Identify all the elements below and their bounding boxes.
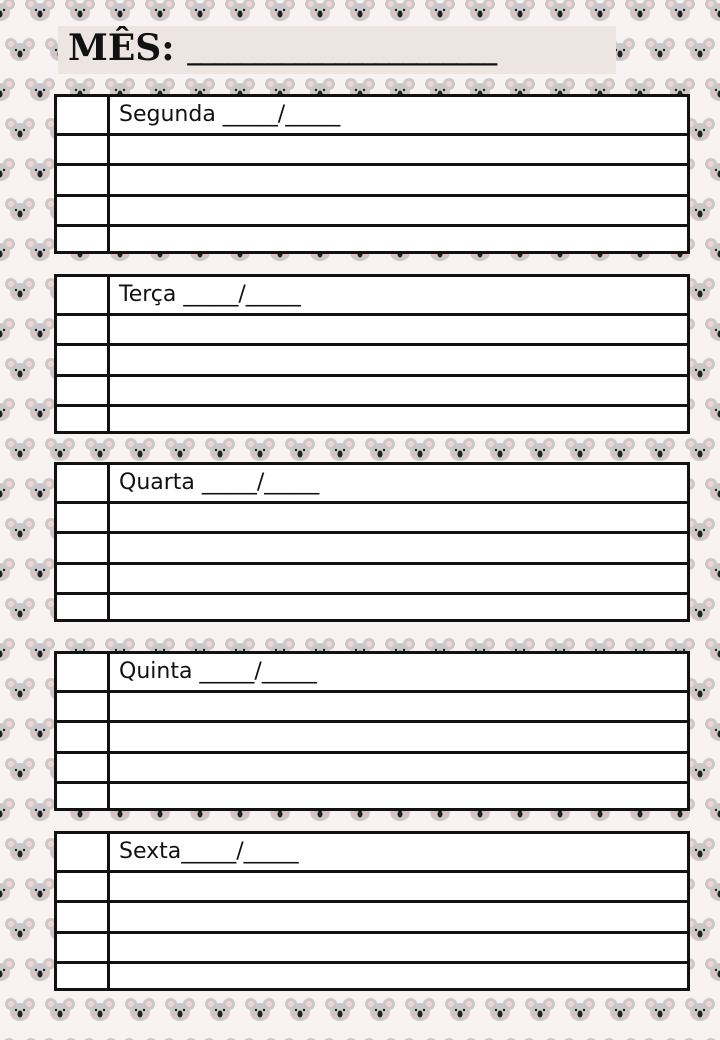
- koala-icon: [0, 718, 15, 741]
- koala-icon: [525, 998, 555, 1021]
- koala-icon: [245, 998, 275, 1021]
- koala-icon: [5, 598, 35, 621]
- koala-icon: [5, 118, 35, 141]
- koala-icon: [585, 0, 615, 21]
- koala-icon: [0, 878, 15, 901]
- koala-icon: [705, 558, 720, 581]
- koala-icon: [625, 0, 655, 21]
- koala-icon: [445, 998, 475, 1021]
- row-divider: [57, 781, 687, 784]
- koala-icon: [705, 398, 720, 421]
- row-divider: [57, 531, 687, 534]
- checkbox-column-divider: [107, 834, 110, 988]
- koala-icon: [705, 878, 720, 901]
- koala-icon: [705, 78, 720, 101]
- koala-icon: [5, 38, 35, 61]
- koala-icon: [705, 0, 720, 21]
- koala-icon: [25, 0, 55, 21]
- koala-icon: [645, 998, 675, 1021]
- day-block-segunda: [54, 94, 690, 254]
- koala-icon: [685, 438, 715, 461]
- koala-icon: [105, 0, 135, 21]
- koala-icon: [605, 438, 635, 461]
- koala-icon: [565, 998, 595, 1021]
- koala-icon: [685, 998, 715, 1021]
- koala-icon: [25, 478, 55, 501]
- koala-icon: [285, 998, 315, 1021]
- koala-icon: [25, 798, 55, 821]
- koala-icon: [45, 998, 75, 1021]
- day-label-sexta: Sexta_____/_____: [119, 839, 299, 864]
- koala-icon: [705, 478, 720, 501]
- row-divider: [57, 224, 687, 227]
- koala-icon: [445, 438, 475, 461]
- koala-icon: [25, 158, 55, 181]
- koala-icon: [85, 438, 115, 461]
- koala-icon: [0, 318, 15, 341]
- koala-icon: [645, 438, 675, 461]
- koala-icon: [705, 158, 720, 181]
- checkbox-column-divider: [107, 654, 110, 808]
- koala-icon: [0, 558, 15, 581]
- koala-icon: [0, 398, 15, 421]
- koala-icon: [65, 0, 95, 21]
- koala-icon: [125, 438, 155, 461]
- koala-icon: [25, 718, 55, 741]
- koala-icon: [365, 998, 395, 1021]
- row-divider: [57, 313, 687, 316]
- koala-icon: [305, 0, 335, 21]
- koala-icon: [685, 38, 715, 61]
- koala-icon: [5, 518, 35, 541]
- koala-icon: [705, 638, 720, 661]
- koala-icon: [5, 198, 35, 221]
- koala-icon: [325, 438, 355, 461]
- koala-icon: [5, 758, 35, 781]
- koala-icon: [205, 438, 235, 461]
- koala-icon: [705, 318, 720, 341]
- koala-icon: [165, 438, 195, 461]
- koala-icon: [25, 878, 55, 901]
- koala-icon: [705, 238, 720, 261]
- row-divider: [57, 900, 687, 903]
- checkbox-column-divider: [107, 97, 110, 251]
- koala-icon: [0, 158, 15, 181]
- koala-icon: [5, 998, 35, 1021]
- checkbox-column-divider: [107, 277, 110, 431]
- koala-icon: [365, 438, 395, 461]
- checkbox-column-divider: [107, 465, 110, 619]
- koala-icon: [0, 78, 15, 101]
- koala-icon: [0, 958, 15, 981]
- koala-icon: [545, 0, 575, 21]
- day-label-quinta: Quinta _____/_____: [119, 659, 317, 684]
- koala-icon: [505, 0, 535, 21]
- koala-icon: [285, 438, 315, 461]
- koala-icon: [405, 438, 435, 461]
- row-divider: [57, 404, 687, 407]
- row-divider: [57, 690, 687, 693]
- koala-icon: [5, 838, 35, 861]
- koala-icon: [205, 998, 235, 1021]
- koala-icon: [5, 358, 35, 381]
- row-divider: [57, 720, 687, 723]
- koala-icon: [185, 0, 215, 21]
- koala-icon: [385, 0, 415, 21]
- row-divider: [57, 133, 687, 136]
- koala-icon: [405, 998, 435, 1021]
- koala-icon: [265, 0, 295, 21]
- koala-icon: [345, 0, 375, 21]
- row-divider: [57, 592, 687, 595]
- koala-icon: [705, 958, 720, 981]
- row-divider: [57, 163, 687, 166]
- day-block-sexta: [54, 831, 690, 991]
- koala-icon: [645, 38, 675, 61]
- day-label-terca: Terça _____/_____: [119, 282, 301, 307]
- koala-icon: [705, 798, 720, 821]
- koala-icon: [25, 638, 55, 661]
- koala-icon: [0, 238, 15, 261]
- koala-icon: [565, 438, 595, 461]
- koala-icon: [145, 0, 175, 21]
- row-divider: [57, 961, 687, 964]
- koala-icon: [465, 0, 495, 21]
- koala-icon: [165, 998, 195, 1021]
- day-label-segunda: Segunda _____/_____: [119, 102, 341, 127]
- koala-icon: [0, 478, 15, 501]
- koala-icon: [45, 438, 75, 461]
- row-divider: [57, 931, 687, 934]
- koala-icon: [25, 958, 55, 981]
- koala-icon: [25, 238, 55, 261]
- koala-icon: [485, 998, 515, 1021]
- koala-icon: [325, 998, 355, 1021]
- koala-icon: [525, 438, 555, 461]
- row-divider: [57, 194, 687, 197]
- koala-icon: [605, 998, 635, 1021]
- koala-icon: [25, 558, 55, 581]
- koala-icon: [225, 0, 255, 21]
- row-divider: [57, 374, 687, 377]
- koala-icon: [5, 918, 35, 941]
- row-divider: [57, 501, 687, 504]
- koala-icon: [0, 638, 15, 661]
- month-blank-line[interactable]: _______________________: [187, 38, 497, 66]
- koala-icon: [665, 0, 695, 21]
- koala-icon: [25, 398, 55, 421]
- row-divider: [57, 751, 687, 754]
- koala-icon: [425, 0, 455, 21]
- koala-icon: [0, 798, 15, 821]
- koala-icon: [25, 318, 55, 341]
- koala-icon: [0, 0, 15, 21]
- day-label-quarta: Quarta _____/_____: [119, 470, 320, 495]
- koala-icon: [85, 998, 115, 1021]
- koala-icon: [5, 678, 35, 701]
- row-divider: [57, 562, 687, 565]
- row-divider: [57, 343, 687, 346]
- month-label: MÊS:: [68, 27, 175, 69]
- koala-icon: [25, 78, 55, 101]
- koala-icon: [485, 438, 515, 461]
- month-header: [58, 26, 616, 74]
- day-block-quarta: [54, 462, 690, 622]
- koala-icon: [705, 718, 720, 741]
- koala-icon: [5, 438, 35, 461]
- koala-icon: [5, 278, 35, 301]
- koala-icon: [245, 438, 275, 461]
- day-block-terca: [54, 274, 690, 434]
- koala-icon: [125, 998, 155, 1021]
- row-divider: [57, 870, 687, 873]
- day-block-quinta: [54, 651, 690, 811]
